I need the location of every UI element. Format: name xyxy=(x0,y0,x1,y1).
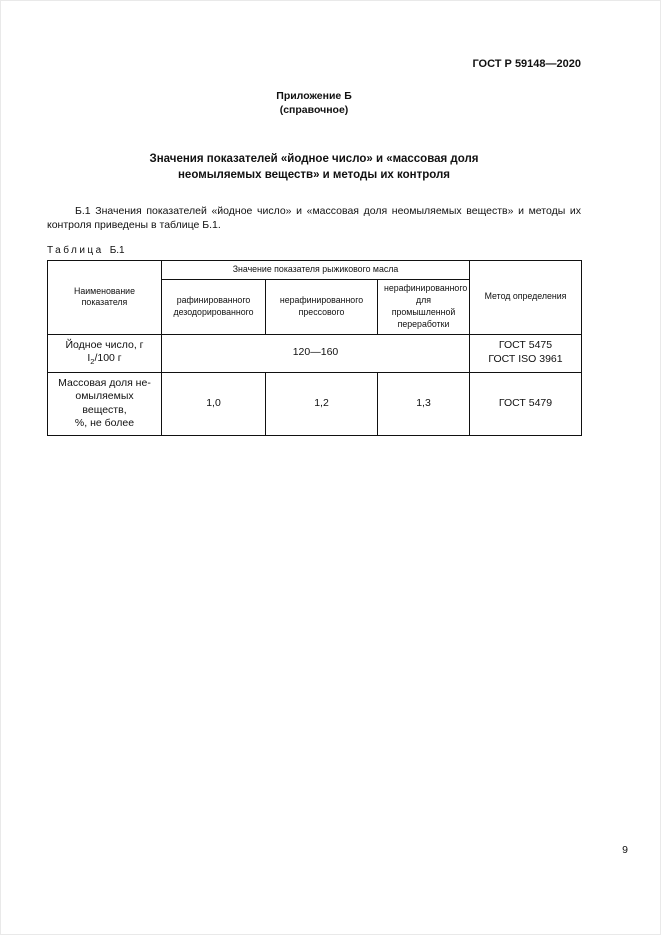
iodine-name-line1: Йодное число, г xyxy=(65,338,144,351)
table-caption xyxy=(47,245,581,256)
table-row-iodine xyxy=(48,334,582,372)
iodine-method-line1: ГОСТ 5475 xyxy=(498,339,553,352)
iodine-name-formula xyxy=(54,352,155,367)
body-paragraph: Б.1 Значения показателей «йодное число» и «массовая доля неомыляемых веществ» и методы их контроля приведены в таблице Б.1. xyxy=(47,205,581,232)
table-row-mass-fraction xyxy=(48,372,582,436)
section-title xyxy=(47,151,581,183)
cell-mass-value-pressed: 1,2 xyxy=(266,372,378,436)
col-header-sub-industrial: нерафинированного для промышленной переработки xyxy=(378,280,470,335)
cell-mass-value-refined: 1,0 xyxy=(162,372,266,436)
formula-subscript: 2 xyxy=(90,357,95,367)
page-number: 9 xyxy=(622,844,628,856)
mass-name-line3: %, не более xyxy=(74,417,135,430)
col-header-sub-pressed: нерафинированного прессового xyxy=(266,280,378,335)
mass-name-line2: омыляемых веществ, xyxy=(75,390,134,416)
section-title-line2: неомыляемых веществ» и методы их контроля xyxy=(177,169,450,182)
iodine-method-line2: ГОСТ ISO 3961 xyxy=(488,353,563,366)
cell-iodine-method xyxy=(470,334,582,372)
appendix-heading xyxy=(47,90,581,117)
doc-number: ГОСТ Р 59148—2020 xyxy=(472,58,581,70)
table-caption-number: Б.1 xyxy=(109,245,125,257)
document-page xyxy=(47,0,628,856)
mass-name-line1: Массовая доля не- xyxy=(58,376,151,389)
col-header-sub-refined: рафинированного дезодорированного xyxy=(162,280,266,335)
cell-mass-method: ГОСТ 5479 xyxy=(470,372,582,436)
cell-mass-name xyxy=(48,372,162,436)
cell-iodine-name xyxy=(48,334,162,372)
cell-iodine-value: 120—160 xyxy=(162,334,470,372)
col-header-method: Метод определения xyxy=(470,261,582,334)
col-header-group: Значение показателя рыжикового масла xyxy=(162,261,470,280)
appendix-kind: (справочное) xyxy=(279,103,349,116)
appendix-label: Приложение Б xyxy=(276,90,352,102)
table-caption-word: Таблица xyxy=(47,245,104,257)
col-header-name: Наименование показателя xyxy=(48,261,162,334)
table-header-row-group xyxy=(48,261,582,280)
section-title-line1: Значения показателей «йодное число» и «массовая доля xyxy=(149,153,479,166)
indicators-table xyxy=(47,260,582,436)
cell-mass-value-industrial: 1,3 xyxy=(378,372,470,436)
formula-base: I xyxy=(87,352,91,365)
formula-rest: /100 г xyxy=(94,352,122,365)
